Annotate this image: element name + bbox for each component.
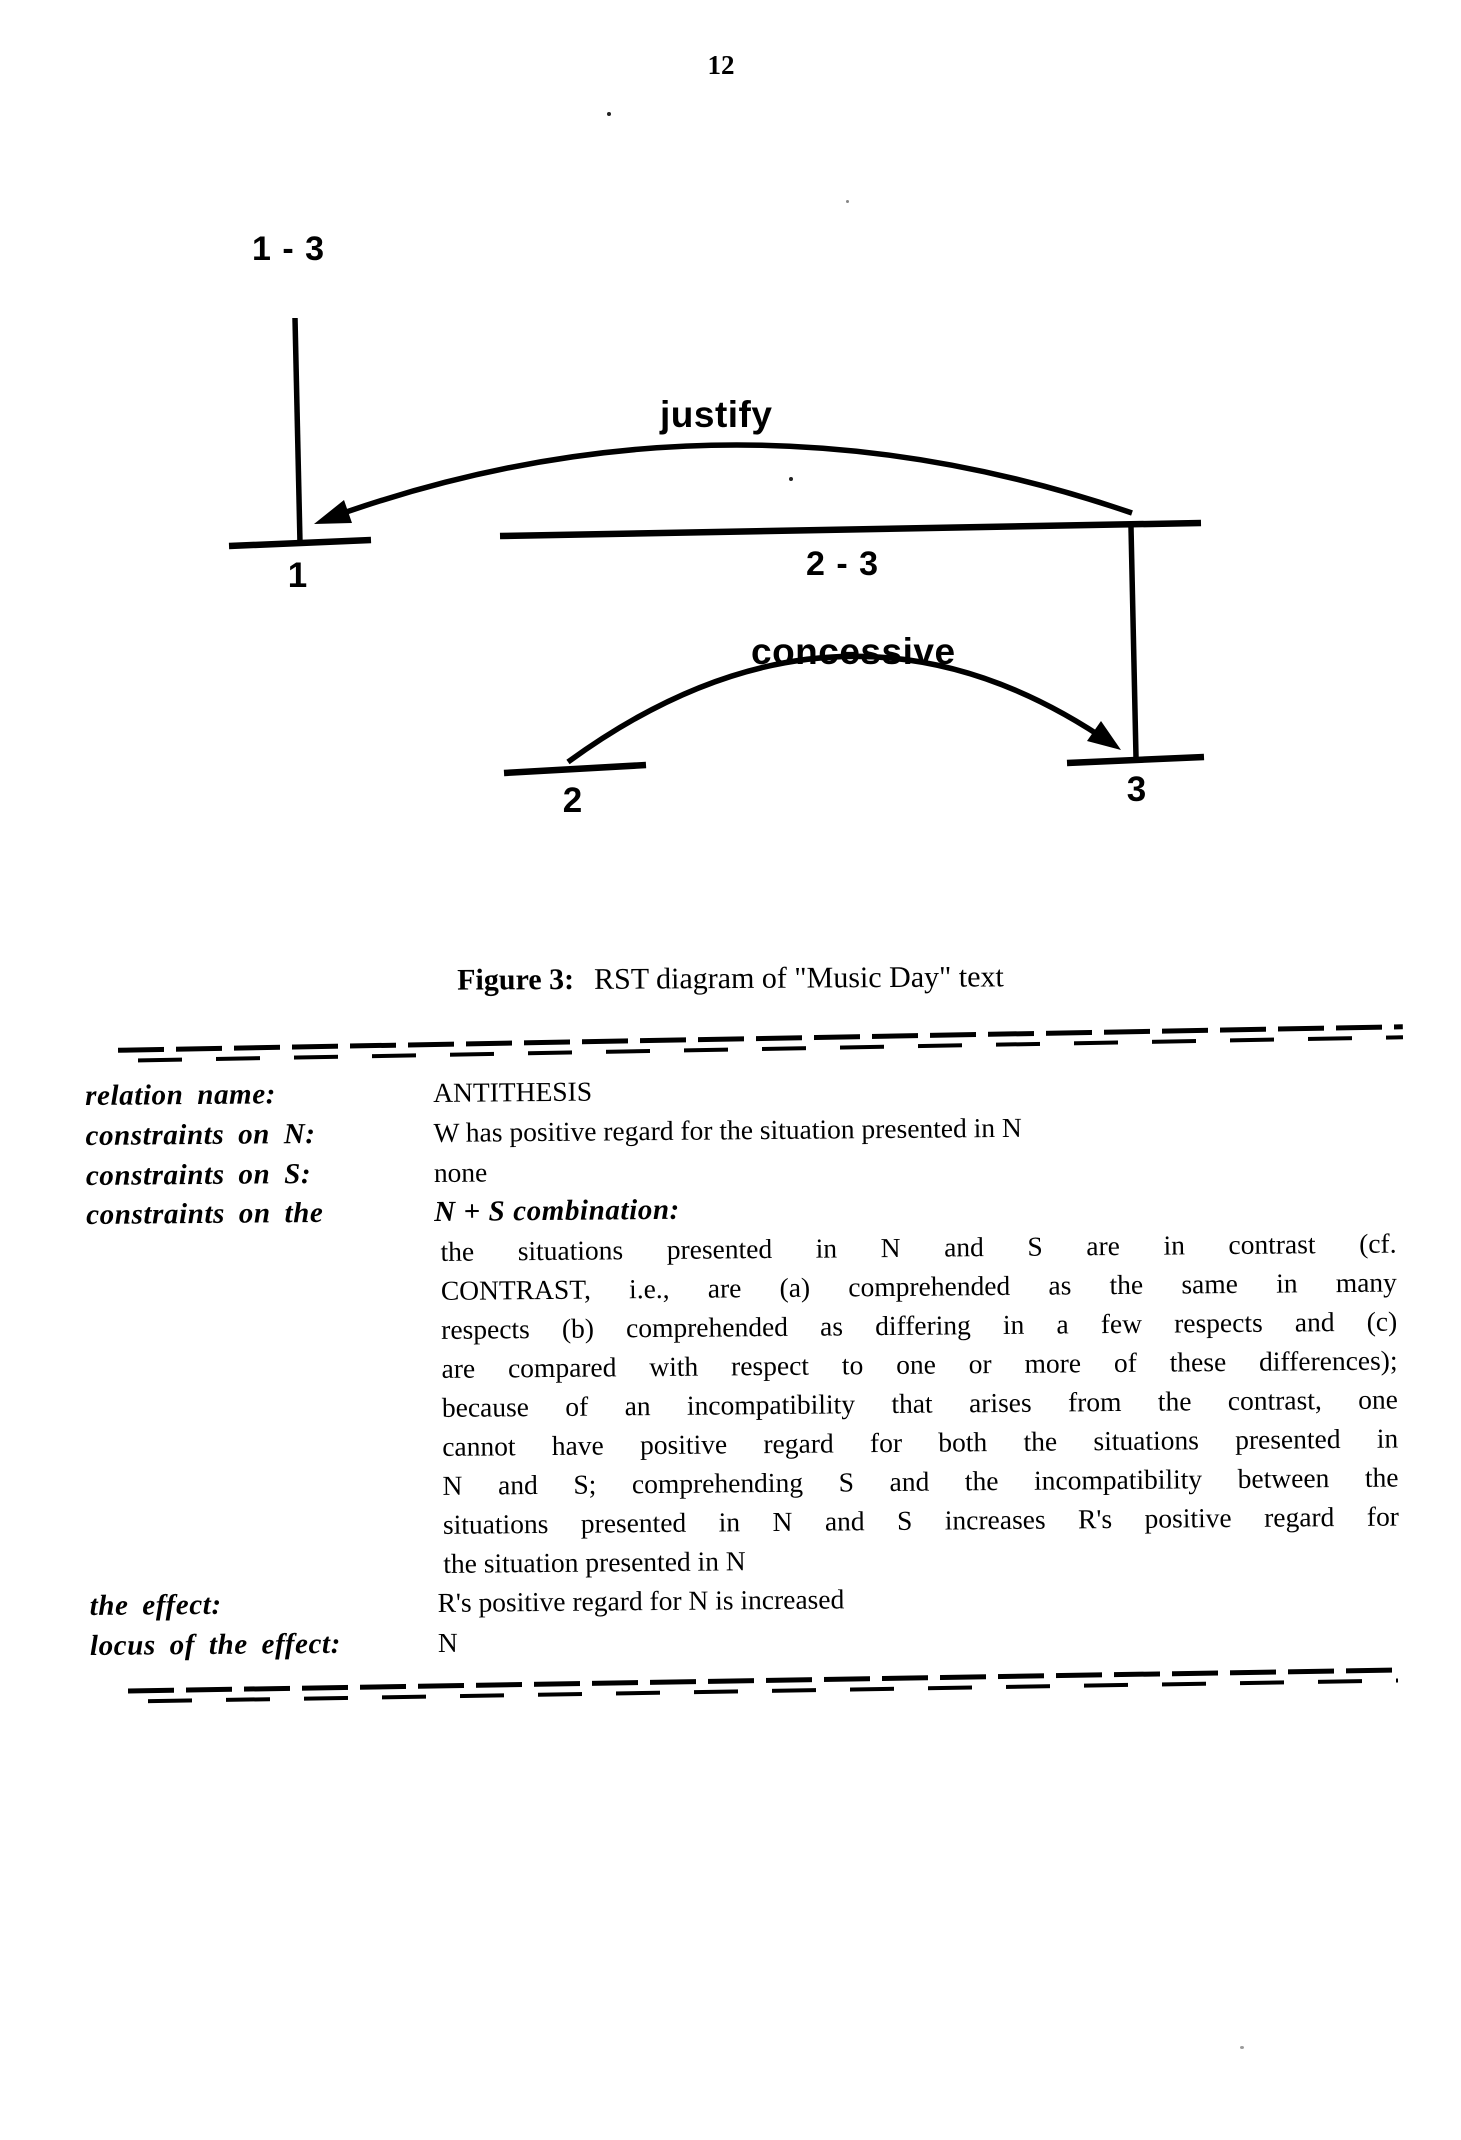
effect-rows (89, 1575, 1402, 1666)
definition-row-label: constraints on the (86, 1196, 324, 1231)
bottom-separator-rule (128, 1667, 1398, 1703)
definition-row-value: none (433, 1156, 488, 1188)
figure-caption (0, 958, 1461, 1001)
node-1-label: 1 (287, 556, 309, 595)
definition-row-label: locus of the effect: (89, 1627, 342, 1662)
combination-constraint-line: cannot have positive regard for both the situations presented in (442, 1422, 1399, 1462)
definition-row-value: N (437, 1626, 458, 1658)
combination-constraint-line: the situation presented in N (443, 1545, 746, 1579)
page-number: 12 (707, 50, 735, 80)
combination-constraint-line: the situations presented in N and S are in contrast (cf. (440, 1227, 1397, 1267)
scan-speck (607, 112, 611, 116)
scan-speck (846, 200, 849, 203)
span-1-3-vertical-line (295, 318, 300, 543)
combination-constraint-line: are compared with respect to one or more of these differences); (441, 1344, 1398, 1384)
combination-constraint-line: respects (b) comprehended as differing in a few respects and (c) (441, 1305, 1398, 1345)
node-3-vertical-line (1131, 527, 1136, 757)
definition-row-label: constraints on N: (85, 1117, 316, 1152)
scan-speck (789, 477, 793, 481)
definition-rows (85, 1065, 1398, 1235)
combination-constraint-line: situations presented in N and S increases R's positive regard for (442, 1500, 1400, 1540)
definition-row-label: relation name: (85, 1078, 277, 1112)
span-2-3-label: 2 - 3 (806, 545, 880, 583)
figure-caption-text: RST diagram of "Music Day" text (594, 960, 1004, 996)
scan-speck (1240, 2046, 1244, 2049)
figure-caption-label: Figure 3: (457, 962, 575, 997)
relation-definition-block (85, 1065, 1402, 1666)
concessive-arrowhead (1087, 721, 1121, 750)
span-1-3-label: 1 - 3 (252, 230, 326, 268)
definition-row-value: W has positive regard for the situation presented in N (433, 1111, 1022, 1148)
node-1-line (229, 540, 371, 546)
justify-arrowhead (314, 500, 352, 524)
definition-row-label: the effect: (89, 1588, 222, 1622)
justify-arc (332, 445, 1132, 517)
definition-row-value: ANTITHESIS (433, 1075, 593, 1108)
top-separator-rule (118, 1024, 1403, 1063)
definition-row-value: N + S combination: (434, 1193, 681, 1228)
combination-constraint-line: N and S; comprehending S and the incompatibility between the (442, 1461, 1399, 1501)
combination-constraint-paragraph (440, 1224, 1399, 1583)
node-3-line (1067, 757, 1204, 763)
concessive-relation-label: concessive (751, 631, 956, 672)
definition-row-label: constraints on S: (85, 1158, 312, 1192)
combination-constraint-line: because of an incompatibility that arises from the contrast, one (441, 1383, 1399, 1423)
definition-row-value: R's positive regard for N is increased (437, 1583, 845, 1618)
justify-relation-label: justify (660, 394, 773, 435)
combination-constraint-line: CONTRAST, i.e., are (a) comprehended as the same in many (440, 1266, 1397, 1306)
node-3-label: 3 (1126, 770, 1148, 809)
node-2-line (504, 765, 646, 773)
span-2-3-line (500, 523, 1201, 536)
node-2-label: 2 (562, 781, 584, 820)
